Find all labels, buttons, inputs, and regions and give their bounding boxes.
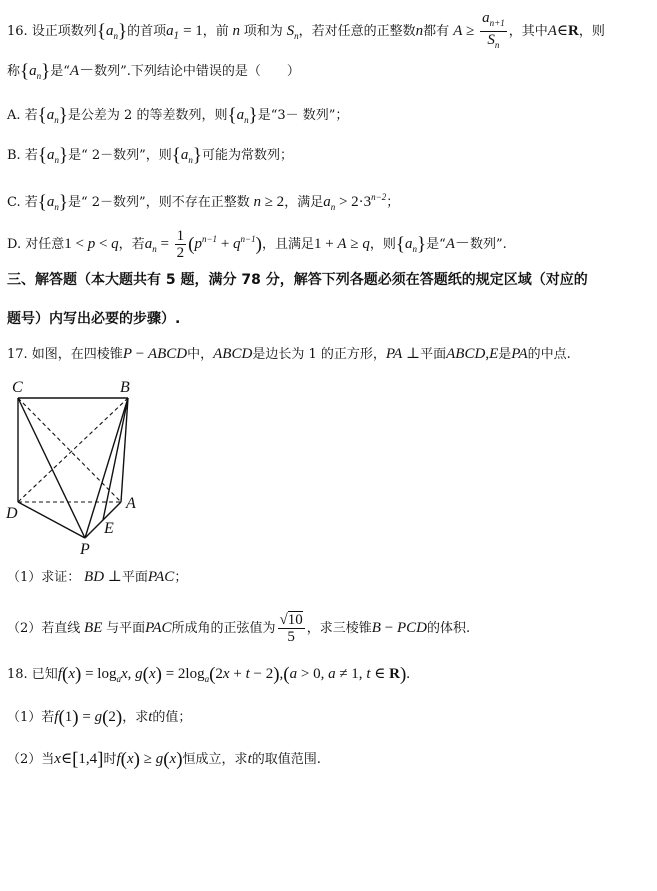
text: 都有 bbox=[423, 24, 450, 39]
text: 是 bbox=[498, 347, 512, 362]
q16-option-d: D. 对任意1 < p < q，若$a_n$ = $\frac{1}{2}$ $(p^{n-1} + q^{n-1})$，且满足1 + A ≥ q，则$\{a_n\}$是“A－数列”. bbox=[7, 228, 507, 261]
text: 是边长为 1 的正方形， bbox=[252, 347, 386, 362]
text: 是“ bbox=[50, 64, 70, 79]
text: 数列”. bbox=[469, 237, 507, 252]
label-c: C bbox=[12, 379, 23, 396]
text: 项和为 bbox=[243, 24, 283, 39]
label-p: P bbox=[80, 541, 90, 558]
text: ，则 bbox=[578, 24, 605, 39]
q17-part1: （1）求证： BD ⊥平面PAC； bbox=[7, 569, 188, 585]
label-b: B bbox=[120, 379, 130, 396]
diagonal-ca bbox=[18, 398, 121, 502]
text: ，且满足 bbox=[261, 237, 314, 252]
text: 的值； bbox=[152, 710, 192, 725]
section-heading-line1: 三、解答题（本大题共有 5 题，满分 78 分，解答下列各题必须在答题纸的规定区域（对应的 bbox=[7, 272, 588, 288]
text: 称 bbox=[7, 64, 21, 79]
text: 平面 bbox=[121, 570, 148, 585]
text: ，前 bbox=[202, 24, 229, 39]
q16-line1: 16. 设正项数列$\{a_n\}$的首项$a_1 = 1$，前 n 项和为 $S_n$，若对任意的正整数n都有 A ≥ $\frac{a_{n+1}}{S_n}$ ，其中A∈R，则 bbox=[7, 10, 605, 53]
text: 18. 已知 bbox=[7, 667, 58, 682]
text: 所成角的正弦值为 bbox=[171, 621, 276, 636]
q16-option-b: B. 若$\{a_n\}$是“ 2－数列”，则$\{a_n\}$可能为常数列； bbox=[7, 145, 294, 166]
text: 与平面 bbox=[106, 621, 146, 636]
text: （1）若 bbox=[7, 710, 55, 725]
text: （1）求证： bbox=[7, 570, 81, 585]
text: 可能为常数列； bbox=[202, 148, 294, 163]
label-a: A bbox=[126, 495, 136, 512]
text: 的取值范围. bbox=[251, 752, 321, 767]
text: 中， bbox=[187, 347, 214, 362]
q16-line2: 称$\{a_n\}$是“A－数列”.下列结论中错误的是（ ） bbox=[7, 61, 300, 82]
text: 数列”.下列结论中错误的是（ ） bbox=[94, 64, 300, 79]
text: 恒成立，求 bbox=[182, 752, 248, 767]
q18-stem: 18. 已知$f(x) = \log_ax$, $g(x) = 2\log_a(2x + t - 2),(a > 0$, a ≠ 1, t ∈ R). bbox=[7, 664, 411, 685]
text: 的中点. bbox=[527, 347, 571, 362]
section-heading-line2: 题号）内写出必要的步骤）. bbox=[7, 311, 181, 327]
text: 是“ 2－数列”，则不存在正整数 bbox=[68, 195, 250, 210]
text: ，求 bbox=[122, 710, 149, 725]
text: ，若对任意的正整数 bbox=[298, 24, 416, 39]
q17-stem: 17. 如图，在四棱锥P − ABCD中，ABCD是边长为 1 的正方形，PA ⊥平面ABCD,E是PA的中点. bbox=[7, 346, 571, 362]
text: D. 对任意 bbox=[7, 237, 65, 252]
text: 平面 bbox=[420, 347, 447, 362]
edge-dp bbox=[18, 502, 85, 538]
label-d: D bbox=[6, 505, 18, 522]
text: ； bbox=[174, 570, 188, 585]
text: ，其中 bbox=[508, 24, 548, 39]
text: ，若 bbox=[118, 237, 145, 252]
edge-cp bbox=[18, 398, 85, 538]
pyramid-figure bbox=[0, 370, 160, 560]
text: ，则 bbox=[369, 237, 396, 252]
text: （2）当 bbox=[7, 752, 55, 767]
text: 的首项 bbox=[127, 24, 167, 39]
q16-option-a: A. 若$\{a_n\}$是公差为 2 的等差数列，则$\{a_n\}$是“3－ 数列”； bbox=[7, 105, 349, 126]
fraction: $\frac{a_{n+1}}{S_n}$ bbox=[482, 10, 505, 50]
q17-part2: （2）若直线 BE 与平面PAC所成角的正弦值为 $\frac{√10}{5}$ ，求三棱锥B − PCD的体积. bbox=[7, 612, 471, 645]
text: 16. 设正项数列 bbox=[7, 24, 97, 39]
text: 时 bbox=[103, 752, 117, 767]
text: B. 若 bbox=[7, 148, 38, 163]
text: 17. 如图，在四棱锥 bbox=[7, 347, 123, 362]
text: 是“ bbox=[426, 237, 446, 252]
q18-part1: （1）若f(1) = g(2)，求t的值； bbox=[7, 707, 192, 728]
text: 的体积. bbox=[426, 621, 471, 636]
text: 是“ 2－数列”，则 bbox=[68, 148, 172, 163]
text: ，满足 bbox=[284, 195, 324, 210]
text: C. 若 bbox=[7, 195, 38, 210]
q16-option-c: C. 若$\{a_n\}$是“ 2－数列”，则不存在正整数 n ≥ 2，满足$a_n > 2\cdot 3^{n-2}$； bbox=[7, 192, 400, 213]
fraction: $\frac{1}{2}$ bbox=[176, 228, 185, 261]
text: A. 若 bbox=[7, 108, 38, 123]
text: （2）若直线 bbox=[7, 621, 81, 636]
q18-part2: （2）当x∈[1,4]时f(x) ≥ g(x)恒成立，求t的取值范围. bbox=[7, 749, 321, 770]
text: 是“3－ 数列”； bbox=[257, 108, 349, 123]
fraction: $\frac{√10}{5}$ bbox=[279, 612, 303, 645]
label-e: E bbox=[104, 520, 114, 537]
text: ，求三棱锥 bbox=[306, 621, 372, 636]
text: 是公差为 2 的等差数列，则 bbox=[67, 108, 228, 123]
